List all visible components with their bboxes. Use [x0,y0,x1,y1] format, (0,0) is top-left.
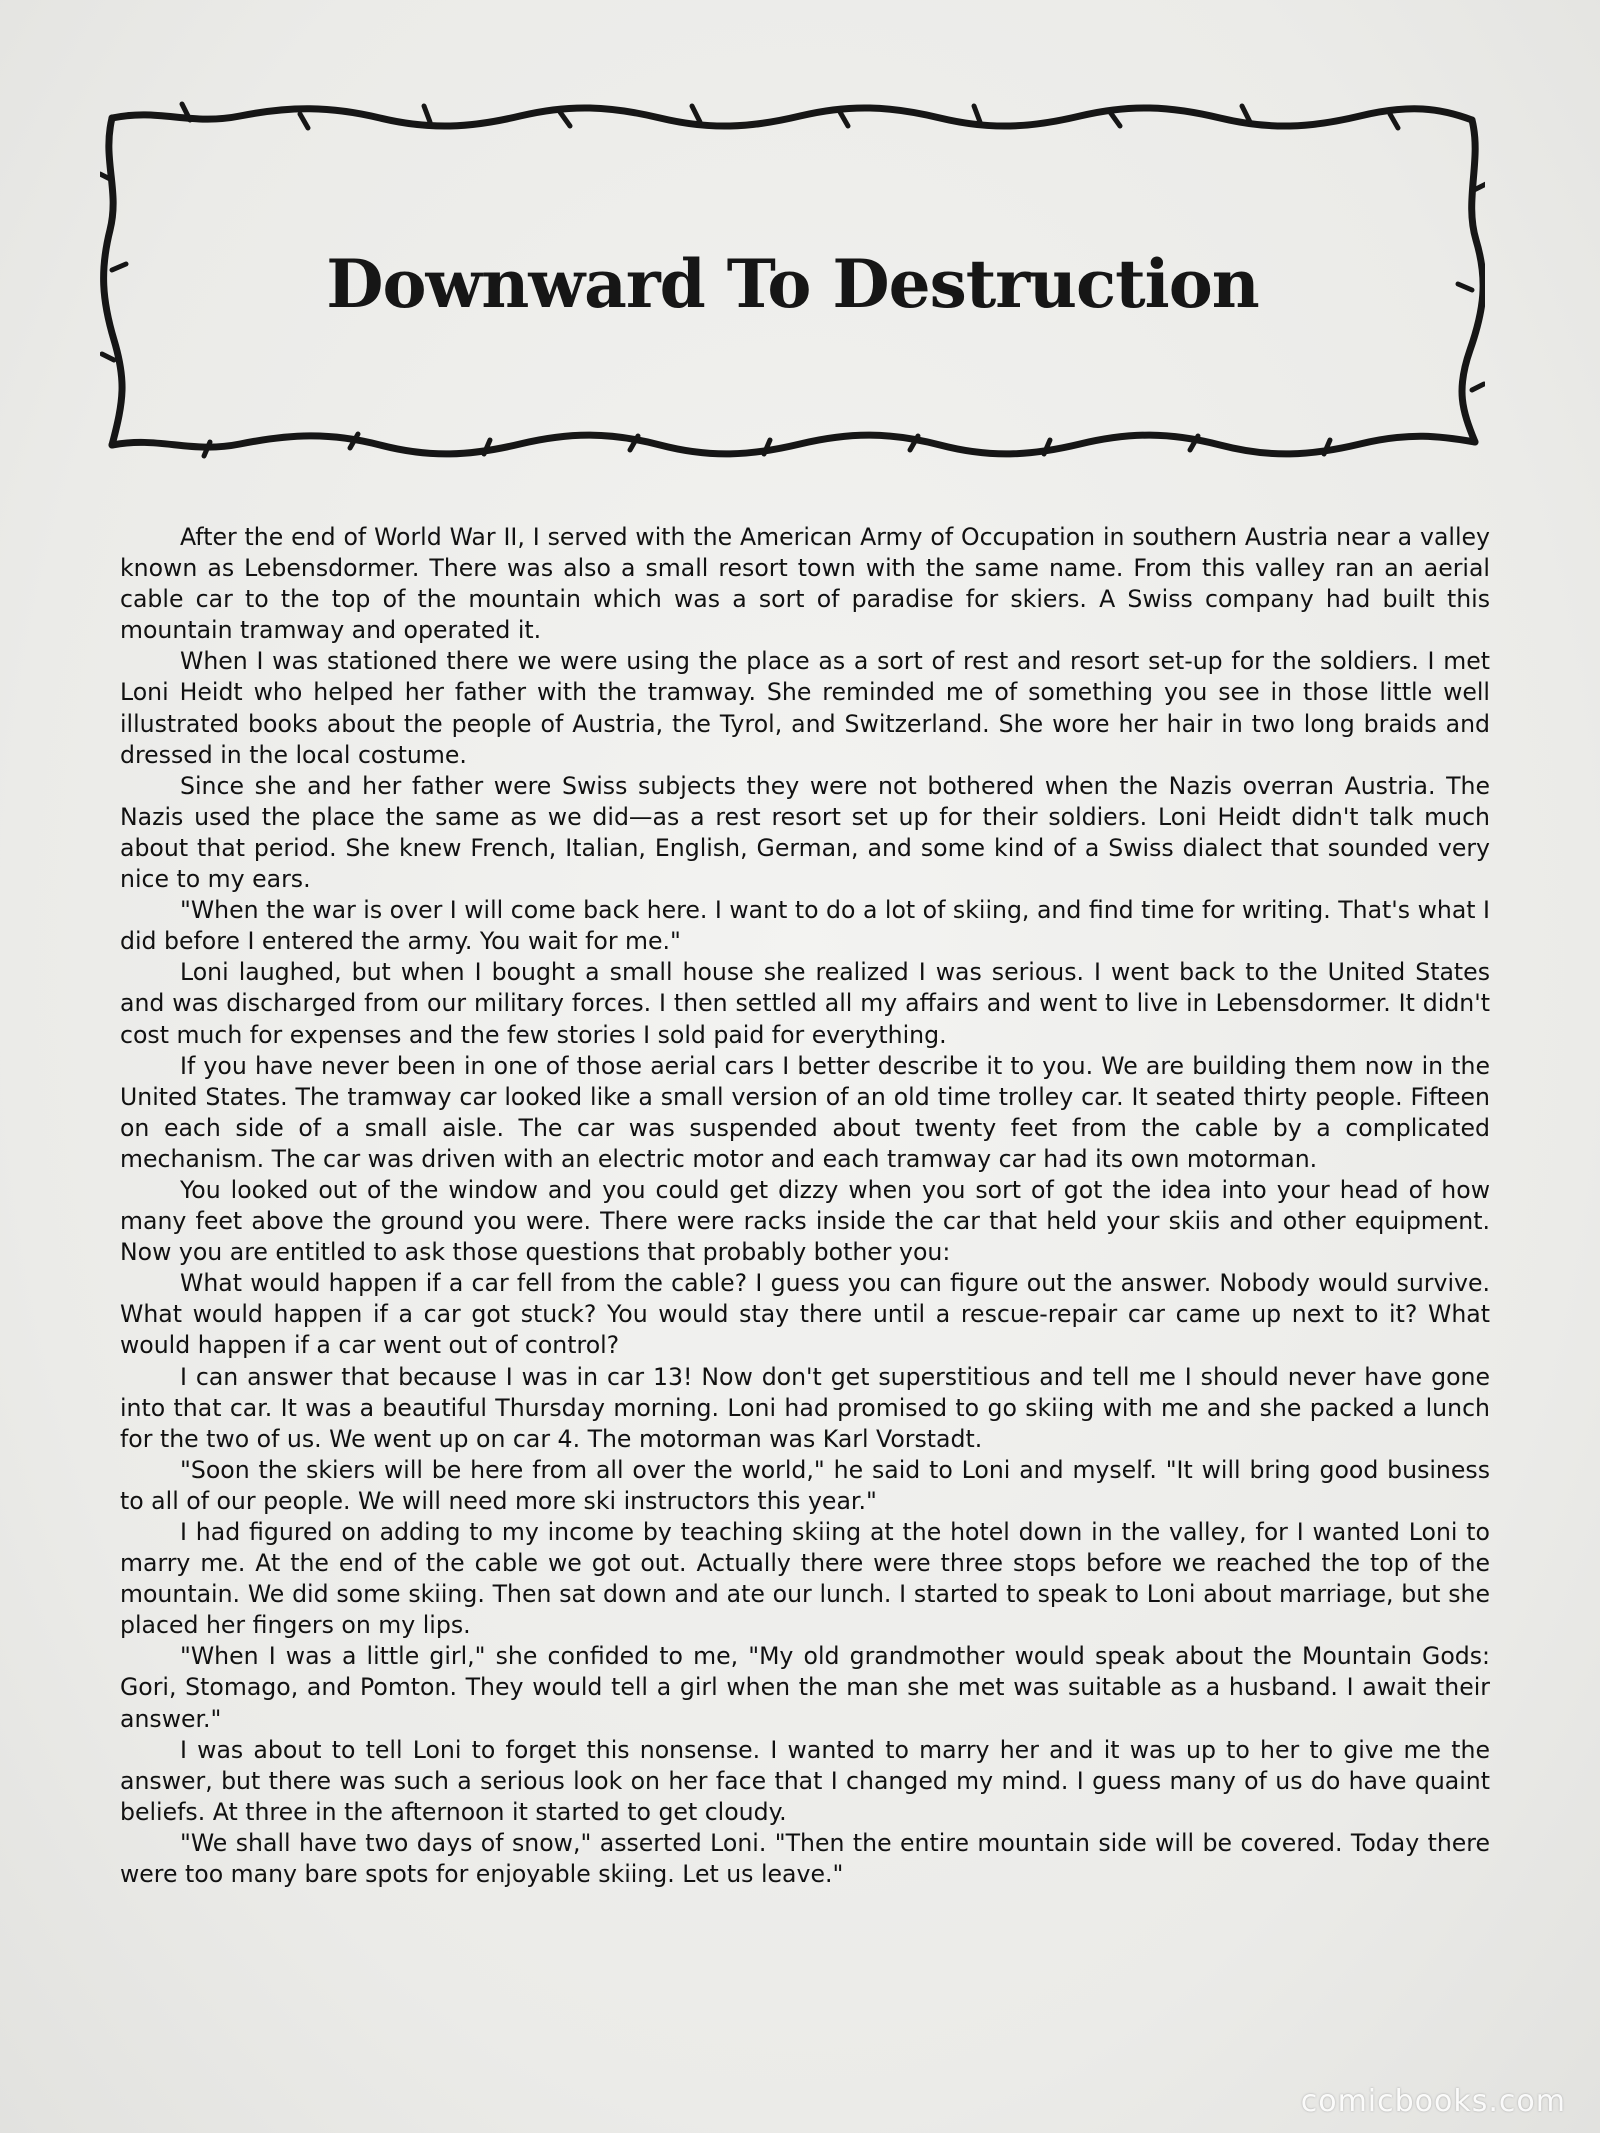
paragraph: You looked out of the window and you could get dizzy when you sort of got the idea into your head of how many feet above the ground you were. There were racks inside the car that held your skiis and other equipment. Now you are entitled to ask those questions that probably bother you: [120,1175,1490,1267]
paragraph: After the end of World War II, I served with the American Army of Occupation in southern Austria near a valley known as Lebensdormer. There was also a small resort town with the same name. From this valley ran an aerial cable car to the top of the mountain which was a sort of paradise for skiers. A Swiss company had built this mountain tramway and operated it. [120,523,1490,645]
paragraph: I had figured on adding to my income by teaching skiing at the hotel down in the valley, for I wanted Loni to marry me. At the end of the cable we got out. Actually there were three stops before we reached the top of the mountain. We did some skiing. Then sat down and ate our lunch. I started to speak to Loni about marriage, but she placed her fingers on my lips. [120,1518,1490,1640]
paragraph: Since she and her father were Swiss subjects they were not bothered when the Nazis overran Austria. The Nazis used the place the same as we did—as a rest resort set up for their soldiers. Loni Heidt didn't talk much about that period. She knew French, Italian, English, German, and some kind of a Swiss dialect that sounded very nice to my ears. [120,771,1490,894]
paragraph: What would happen if a car fell from the cable? I guess you can figure out the answer. Nobody would survive. What would happen if a car got stuck? You would stay there until a rescue-repair car came up next to it? What would happen if a car went out of control? [120,1269,1490,1360]
paragraph: "When the war is over I will come back here. I want to do a lot of skiing, and find time for writing. That's what I did before I entered the army. You wait for me." [120,896,1490,956]
paragraph: If you have never been in one of those aerial cars I better describe it to you. We are building them now in the United States. The tramway car looked like a small version of an old time trolley car. It seated thirty people. Fifteen on each side of a small aisle. The car was suspended about twenty feet from the cable by a complicated mechanism. The car was driven with an electric motor and each tramway car had its own motorman. [120,1051,1490,1173]
story-title: Downward To Destruction [326,245,1259,323]
paragraph: "Soon the skiers will be here from all over the world," he said to Loni and myself. "It will bring good business to all of our people. We will need more ski instructors this year." [120,1455,1490,1515]
paragraph: When I was stationed there we were using the place as a sort of rest and resort set-up for the soldiers. I met Loni Heidt who helped her father with the tramway. She reminded me of something you see in those little well illustrated books about the people of Austria, the Tyrol, and Switzerland. She wore her hair in two long braids and dressed in the local costume. [120,647,1490,769]
paragraph: Loni laughed, but when I bought a small house she realized I was serious. I went back to the United States and was discharged from our military forces. I then settled all my affairs and went to live in Lebensdormer. It didn't cost much for expenses and the few stories I sold paid for everything. [120,958,1490,1049]
title-frame [100,100,1485,460]
paragraph: "We shall have two days of snow," asserted Loni. "Then the entire mountain side will be covered. Today there were too many bare spots for enjoyable skiing. Let us leave." [120,1828,1490,1889]
story-body [120,522,1490,1890]
watermark: comicbooks.com [1300,2084,1566,2119]
paragraph: I was about to tell Loni to forget this nonsense. I wanted to marry her and it was up to her to give me the answer, but there was such a serious look on her face that I changed my mind. I guess many of us do have quaint beliefs. At three in the afternoon it started to get cloudy. [120,1735,1490,1826]
paragraph: I can answer that because I was in car 13! Now don't get superstitious and tell me I should never have gone into that car. It was a beautiful Thursday morning. Loni had promised to go skiing with me and she packed a lunch for the two of us. We went up on car 4. The motorman was Karl Vorstadt. [120,1362,1490,1453]
paragraph: "When I was a little girl," she confided to me, "My old grandmother would speak about the Mountain Gods: Gori, Stomago, and Pomton. They would tell a girl when the man she met was suitable as a husband. I await their answer." [120,1642,1490,1733]
